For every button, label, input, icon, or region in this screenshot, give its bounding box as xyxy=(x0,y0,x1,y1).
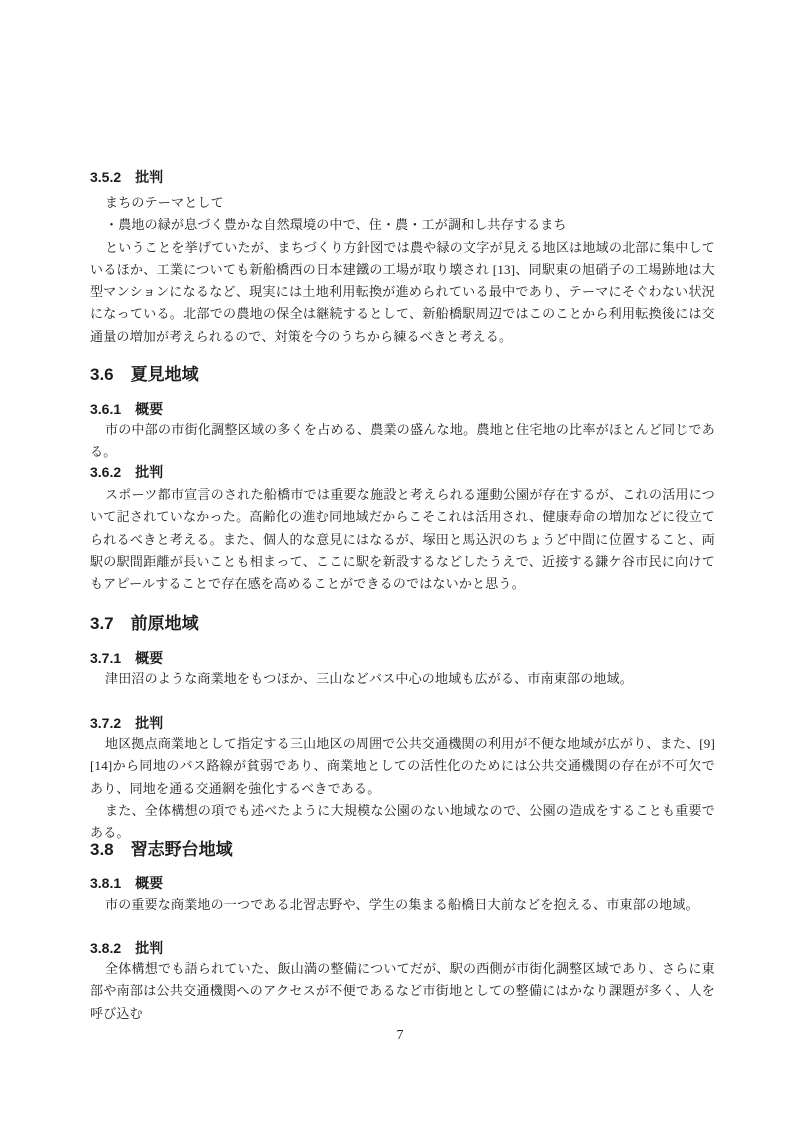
subsection-title: 批判 xyxy=(135,464,164,480)
subsection-title: 概要 xyxy=(135,650,164,666)
page-number: 7 xyxy=(396,1027,404,1042)
subsection-number: 3.7.2 xyxy=(90,715,122,731)
paragraph: 市の中部の市街化調整区域の多くを占める、農業の盛んな地。農地と住宅地の比率がほとんど同じである。 xyxy=(90,422,715,460)
subsection-heading-3-8-2 xyxy=(90,940,715,957)
paragraph: 地区拠点商業地として指定する三山地区の周囲で公共交通機関の利用が不便な地域が広がり、また、[9][14]から同地のバス路線が貧弱であり、商業地としての活性化のためには公共交通機関の存在が不可欠であり、同地を通る交通網を強化するべきである。 xyxy=(90,736,715,796)
subsection-number: 3.6.1 xyxy=(90,401,122,417)
subsection-body-3-5-2 xyxy=(90,192,715,348)
section-number: 3.7 xyxy=(90,614,114,633)
subsection-number: 3.5.2 xyxy=(90,169,122,185)
subsection-number: 3.8.1 xyxy=(90,875,122,891)
subsection-number: 3.6.2 xyxy=(90,464,122,480)
subsection-body-3-6-1 xyxy=(90,419,715,464)
subsection-number: 3.7.1 xyxy=(90,650,122,666)
subsection-number: 3.8.2 xyxy=(90,940,122,956)
subsection-body-3-7-1 xyxy=(90,668,715,690)
subsection-title: 批判 xyxy=(135,169,164,185)
section-heading-3-6 xyxy=(90,365,715,385)
subsection-body-3-8-2 xyxy=(90,958,715,1025)
subsection-body-3-6-2 xyxy=(90,484,715,595)
subsection-title: 批判 xyxy=(135,715,164,731)
subsection-title: 概要 xyxy=(135,401,164,417)
paragraph: また、全体構想の項でも述べたように大規模な公園のない地域なので、公園の造成をすることも重要である。 xyxy=(90,802,715,841)
subsection-heading-3-7-2 xyxy=(90,715,715,732)
paragraph: 市の重要な商業地の一つである北習志野や、学生の集まる船橋日大前などを抱える、市東部の地域。 xyxy=(105,897,699,912)
section-title: 前原地域 xyxy=(130,614,199,633)
section-heading-3-7 xyxy=(90,614,715,634)
section-number: 3.6 xyxy=(90,365,114,384)
subsection-heading-3-5-2 xyxy=(90,169,715,186)
subsection-title: 批判 xyxy=(135,940,164,956)
section-title: 夏見地域 xyxy=(130,365,199,384)
paragraph: 全体構想でも語られていた、飯山満の整備についてだが、駅の西側が市街化調整区域であり、さらに東部や南部は公共交通機関へのアクセスが不便であるなど市街地としての整備にはかなり課題が多く、人を呼び込む xyxy=(90,961,715,1021)
paragraph: 津田沼のような商業地をもつほか、三山などバス中心の地域も広がる、市南東部の地域。 xyxy=(105,671,634,686)
subsection-body-3-8-1 xyxy=(90,894,715,916)
paragraph: ・農地の緑が息づく豊かな自然環境の中で、住・農・工が調和し共存するまち xyxy=(105,217,567,233)
subsection-body-3-7-2 xyxy=(90,733,715,844)
section-title: 習志野台地域 xyxy=(130,840,233,859)
subsection-title: 概要 xyxy=(135,875,164,891)
subsection-heading-3-7-1 xyxy=(90,650,715,667)
section-number: 3.8 xyxy=(90,840,114,859)
subsection-heading-3-6-1 xyxy=(90,401,715,418)
paragraph: スポーツ都市宣言のされた船橋市では重要な施設と考えられる運動公園が存在するが、これの活用について記されていなかった。高齢化の進む同地域だからこそこれは活用され、健康寿命の増加などに役立てられるべきと考える。また、個人的な意見にはなるが、塚田と馬込沢のちょうど中間に位置すること、両駅の駅間距離が長いことも相まって、ここに駅を新設するなどしたうえで、近接する鎌ケ谷市民に向けてもアピールすることで存在感を高めることができるのではないかと思う。 xyxy=(90,487,715,592)
paragraph: ということを挙げていたが、まちづくり方針図では農や緑の文字が見える地区は地域の北部に集中しているほか、工業についても新船橋西の日本建鐵の工場が取り壊され [13]、同駅東の旭硝子の工場跡地は大型マンションになるなど、現実には土地利用転換が進められている最中であり、テーマにそぐわない状況になっている。北部での農地の保全は継続するとして、新船橋駅周辺ではこのことから利用転換後には交通量の増加が考えられるので、対策を今のうちから練るべきと考える。 xyxy=(90,239,715,344)
subsection-heading-3-8-1 xyxy=(90,875,715,892)
section-heading-3-8 xyxy=(90,840,715,860)
paragraph: まちのテーマとして xyxy=(105,195,224,210)
subsection-heading-3-6-2 xyxy=(90,464,715,481)
